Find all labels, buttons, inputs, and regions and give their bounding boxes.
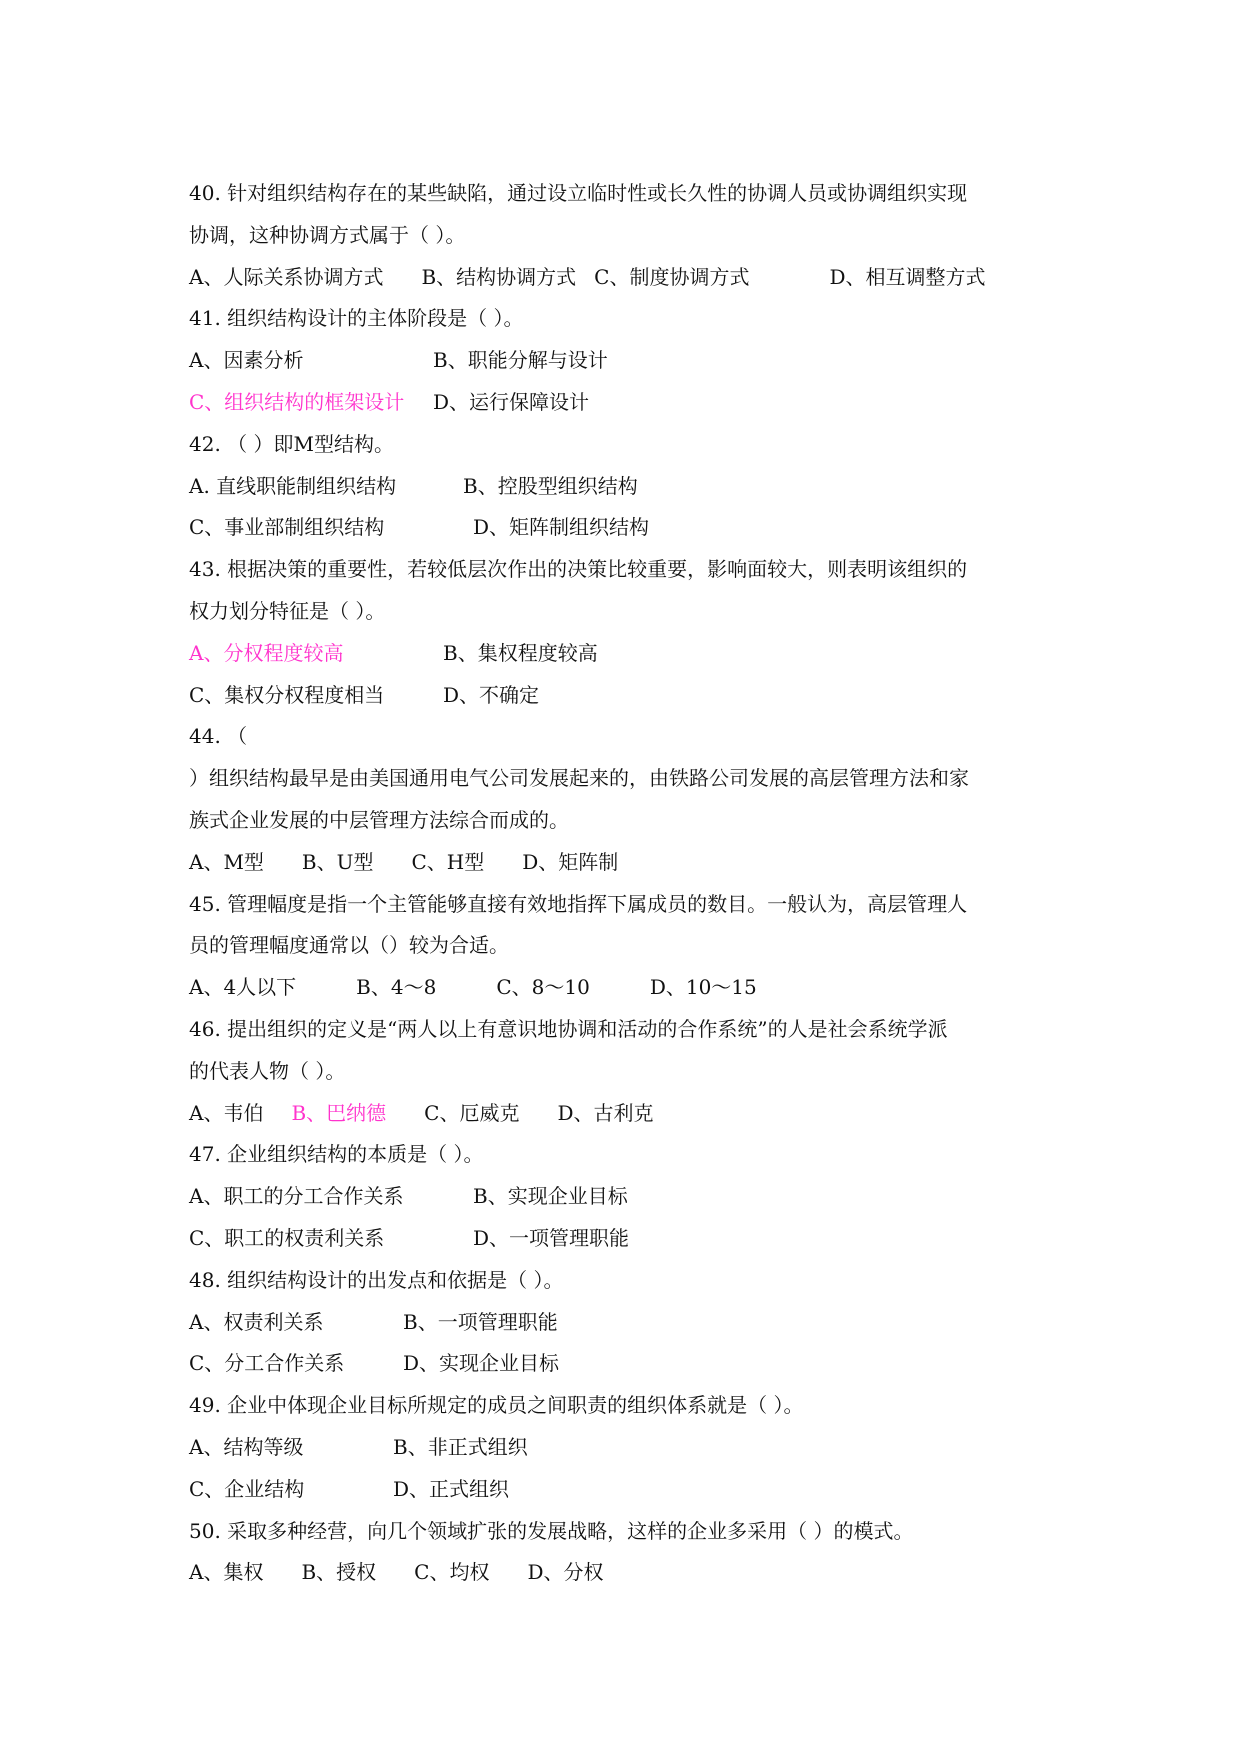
question-48-options-ab [189, 1302, 1059, 1344]
question-47-options-ab [189, 1176, 1059, 1218]
option-c: C、职工的权责利关系 [189, 1225, 385, 1250]
option-c: C、分工合作关系 [189, 1351, 345, 1376]
question-42-options-ab [189, 466, 1059, 508]
option-a: A、集权 [189, 1560, 264, 1585]
option-a-answer: A、分权程度较高 [189, 640, 344, 665]
question-45-options [189, 967, 1059, 1009]
option-a: A、M型 [189, 849, 264, 874]
question-40-options [189, 257, 1059, 299]
option-d: D、运行保障设计 [433, 389, 590, 414]
question-41-options-ab [189, 340, 1059, 382]
option-b: B、职能分解与设计 [433, 348, 608, 373]
option-b: B、U型 [301, 849, 374, 874]
option-a: A、人际关系协调方式 [189, 264, 384, 289]
option-c-answer: C、组织结构的框架设计 [189, 389, 405, 414]
question-42-text: 42. （ ）即M型结构。 [189, 431, 394, 456]
option-a: A、结构等级 [189, 1434, 304, 1459]
question-43-text-cont: 权力划分特征是（ ）。 [189, 598, 386, 623]
option-d: D、不确定 [443, 682, 540, 707]
option-b: B、非正式组织 [393, 1434, 528, 1459]
question-43-options-cd [189, 675, 1059, 717]
question-list [189, 173, 1059, 1594]
option-d: D、矩阵制 [522, 849, 619, 874]
option-b: B、4～8 [356, 975, 437, 1000]
option-d: D、10～15 [649, 975, 757, 1000]
question-43-options-ab [189, 633, 1059, 675]
question-50-text: 50. 采取多种经营，向几个领域扩张的发展战略，这样的企业多采用（ ）的模式。 [189, 1518, 914, 1543]
option-c: C、H型 [411, 849, 485, 874]
question-43-text: 43. 根据决策的重要性，若较低层次作出的决策比较重要，影响面较大，则表明该组织的 [189, 557, 968, 582]
option-c: C、制度协调方式 [594, 264, 750, 289]
option-b: B、授权 [301, 1560, 377, 1585]
question-47-options-cd [189, 1218, 1059, 1260]
option-a: A、权责利关系 [189, 1309, 324, 1334]
option-b: B、结构协调方式 [421, 264, 577, 289]
option-b-answer: B、巴纳德 [291, 1100, 387, 1125]
question-41-text: 41. 组织结构设计的主体阶段是（ ）。 [189, 306, 524, 331]
option-c: C、事业部制组织结构 [189, 515, 385, 540]
option-d: D、矩阵制组织结构 [473, 515, 650, 540]
question-49-options-cd [189, 1469, 1059, 1511]
option-c: C、8～10 [496, 975, 590, 1000]
option-a: A、因素分析 [189, 348, 304, 373]
option-c: C、厄威克 [424, 1100, 520, 1125]
option-d: D、古利克 [557, 1100, 654, 1125]
option-d: D、相互调整方式 [829, 264, 986, 289]
question-41-options-cd [189, 382, 1059, 424]
option-b: B、集权程度较高 [443, 640, 598, 665]
question-44-number: 44. （ [189, 724, 248, 749]
question-40-text: 40. 针对组织结构存在的某些缺陷，通过设立临时性或长久性的协调人员或协调组织实现 [189, 181, 968, 205]
option-d: D、一项管理职能 [473, 1225, 630, 1250]
option-d: D、正式组织 [393, 1476, 510, 1501]
option-a: A. 直线职能制组织结构 [189, 473, 397, 498]
question-45-text-cont: 员的管理幅度通常以（）较为合适。 [189, 933, 509, 958]
option-c: C、集权分权程度相当 [189, 682, 385, 707]
question-44-text: ）组织结构最早是由美国通用电气公司发展起来的，由铁路公司发展的高层管理方法和家 [189, 766, 969, 791]
question-49-text: 49. 企业中体现企业目标所规定的成员之间职责的组织体系就是（ ）。 [189, 1393, 804, 1418]
question-46-text-cont: 的代表人物（ ）。 [189, 1058, 346, 1083]
question-46-options [189, 1093, 1059, 1135]
option-a: A、韦伯 [189, 1100, 264, 1125]
question-44-options [189, 842, 1059, 884]
question-40-text-cont: 协调，这种协调方式属于（ ）。 [189, 222, 466, 247]
question-44-text-cont: 族式企业发展的中层管理方法综合而成的。 [189, 807, 569, 832]
option-b: B、实现企业目标 [473, 1184, 628, 1209]
question-46-text: 46. 提出组织的定义是“两人以上有意识地协调和活动的合作系统”的人是社会系统学派 [189, 1016, 948, 1041]
option-d: D、实现企业目标 [403, 1351, 560, 1376]
option-a: A、4人以下 [189, 975, 297, 1000]
option-d: D、分权 [527, 1560, 604, 1585]
option-c: C、企业结构 [189, 1476, 305, 1501]
option-b: B、控股型组织结构 [463, 473, 638, 498]
question-50-options [189, 1552, 1059, 1594]
question-45-text: 45. 管理幅度是指一个主管能够直接有效地指挥下属成员的数目。一般认为，高层管理人 [189, 891, 968, 916]
option-a: A、职工的分工合作关系 [189, 1184, 404, 1209]
question-49-options-ab [189, 1427, 1059, 1469]
question-48-text: 48. 组织结构设计的出发点和依据是（ ）。 [189, 1267, 564, 1292]
option-b: B、一项管理职能 [403, 1309, 558, 1334]
question-42-options-cd [189, 507, 1059, 549]
question-48-options-cd [189, 1343, 1059, 1385]
question-47-text: 47. 企业组织结构的本质是（ ）。 [189, 1142, 484, 1167]
option-c: C、均权 [414, 1560, 490, 1585]
